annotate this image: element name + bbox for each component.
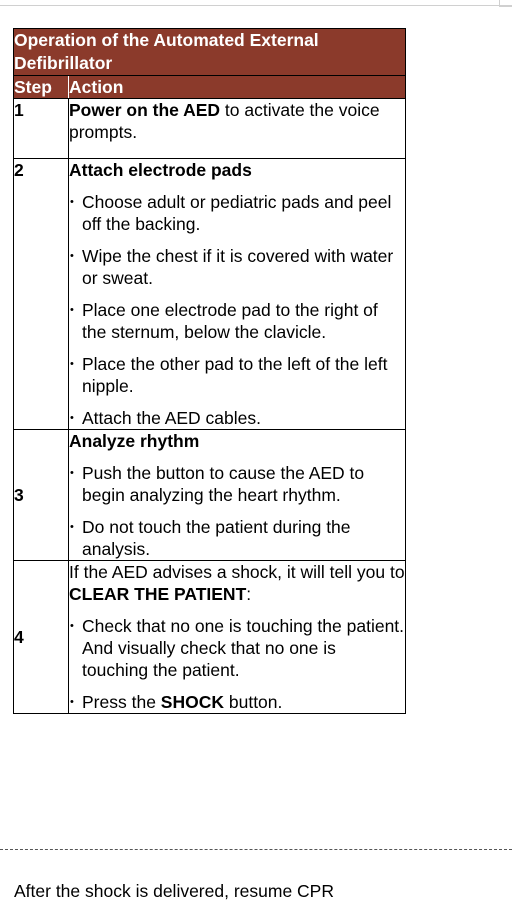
emphasis-text: CLEAR THE PATIENT xyxy=(69,584,247,604)
text-run: Place one electrode pad to the right of the sternum, below the clavicle. xyxy=(82,300,378,342)
section-divider xyxy=(0,849,512,850)
text-run: Wipe the chest if it is covered with water or sweat. xyxy=(82,246,394,288)
bullet-item xyxy=(69,615,405,681)
step-number: 4 xyxy=(14,561,69,714)
table-header-row xyxy=(14,76,406,99)
text-run: : xyxy=(246,584,252,604)
bullet-item xyxy=(69,191,405,235)
step-number: 3 xyxy=(14,430,69,561)
bullet-item xyxy=(69,407,405,429)
emphasis-text: Power on the AED xyxy=(69,100,221,120)
text-run: If the AED advises a shock, it will tell you to xyxy=(69,562,405,582)
bullet-item xyxy=(69,353,405,397)
action-cell xyxy=(69,99,406,159)
action-intro xyxy=(69,99,405,143)
table-row xyxy=(14,430,406,561)
action-heading: Analyze rhythm xyxy=(69,431,200,451)
action-bullet-list xyxy=(69,191,405,429)
action-heading: Attach electrode pads xyxy=(69,160,252,180)
step-number: 1 xyxy=(14,99,69,159)
bullet-item xyxy=(69,462,405,506)
bullet-item xyxy=(69,299,405,343)
column-header-step: Step xyxy=(14,76,69,99)
table-title: Operation of the Automated External Defibrillator xyxy=(14,29,406,76)
action-cell xyxy=(69,561,406,714)
top-rule xyxy=(0,0,512,6)
continuation-text: After the shock is delivered, resume CPR xyxy=(14,881,334,901)
table-title-row xyxy=(14,29,406,76)
text-run: Check that no one is touching the patient. And visually check that no one is touching the patient. xyxy=(82,616,405,680)
text-run: Press the xyxy=(82,692,161,712)
action-cell xyxy=(69,159,406,430)
action-intro xyxy=(69,561,405,605)
top-rule-corner xyxy=(499,0,512,7)
bullet-item xyxy=(69,245,405,289)
step-number: 2 xyxy=(14,159,69,430)
table-row xyxy=(14,159,406,430)
text-run: Do not touch the patient during the analysis. xyxy=(82,517,351,559)
text-run: Place the other pad to the left of the left nipple. xyxy=(82,354,388,396)
text-run: button. xyxy=(224,692,283,712)
table-row xyxy=(14,561,406,714)
column-header-action: Action xyxy=(69,76,406,99)
bullet-item xyxy=(69,691,405,713)
aed-operation-table xyxy=(13,28,406,714)
bullet-item xyxy=(69,516,405,560)
text-run: Choose adult or pediatric pads and peel off the backing. xyxy=(82,192,392,234)
action-cell xyxy=(69,430,406,561)
action-bullet-list xyxy=(69,462,405,560)
action-bullet-list xyxy=(69,615,405,713)
text-run: Attach the AED cables. xyxy=(82,408,261,428)
table-row xyxy=(14,99,406,159)
text-run: Push the button to cause the AED to begin analyzing the heart rhythm. xyxy=(82,463,365,505)
text-run: to activate the voice prompts. xyxy=(69,100,380,142)
emphasis-text: SHOCK xyxy=(160,692,224,712)
